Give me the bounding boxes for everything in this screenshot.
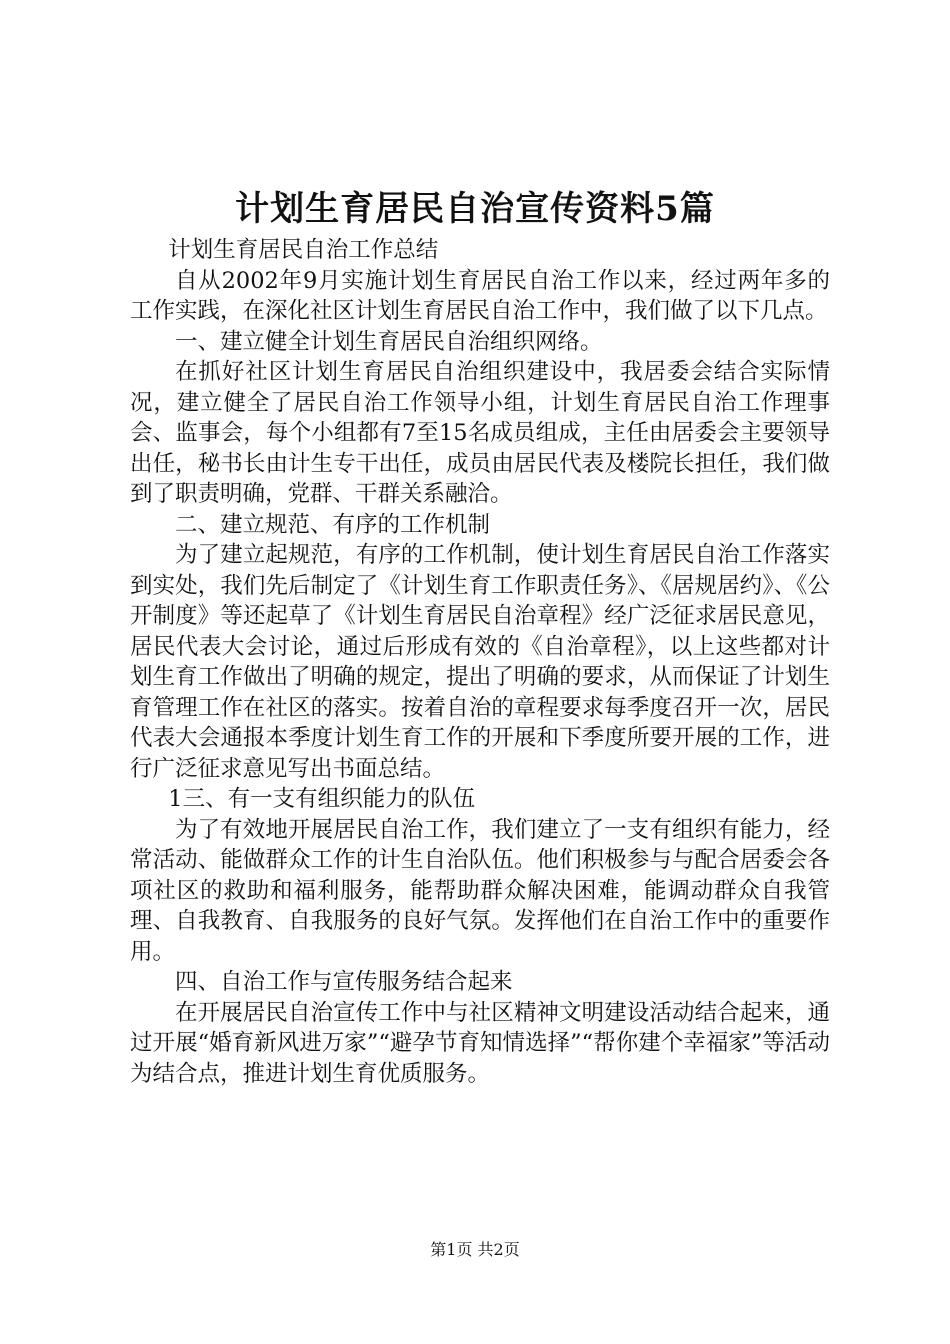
page-footer: 第1页 共2页 <box>430 1240 520 1259</box>
subtitle: 计划生育居民自治工作总结 <box>168 237 439 263</box>
paragraph-section-4: 在开展居民自治宣传工作中与社区精神文明建设活动结合起来，通过开展“婚育新风进万家”“避孕节育知情选择”“帮你建个幸福家”等活动为结合点，推进计划生育优质服务。 <box>130 999 830 1087</box>
document-body <box>130 235 830 1089</box>
paragraph-section-1: 在抓好社区计划生育居民自治组织建设中，我居委会结合实际情况，建立健全了居民自治工作领导小组，计划生育居民自治工作理事会、监事会，每个小组都有7至15名成员组成，主任由居委会主要领导出任，秘书长由计生专干出任，成员由居民代表及楼院长担任，我们做到了职责明确，党群、干群关系融洽。 <box>130 359 830 507</box>
section-heading-3: 1三、有一支有组织能力的队伍 <box>168 786 476 812</box>
document-title: 计划生育居民自治宣传资料5篇 <box>235 189 715 229</box>
section-heading-2: 二、建立规范、有序的工作机制 <box>175 511 491 538</box>
paragraph-intro: 自从2002年9月实施计划生育居民自治工作以来，经过两年多的工作实践，在深化社区计划生育居民自治工作中，我们做了以下几点。 <box>130 267 830 324</box>
paragraph-section-3: 为了有效地开展居民自治工作，我们建立了一支有组织有能力，经常活动、能做群众工作的计生自治队伍。他们积极参与与配合居委会各项社区的救助和福利服务，能帮助群众解决困难，能调动群众自我管理、自我教育、自我服务的良好气氛。发挥他们在自治工作中的重要作用。 <box>130 816 830 965</box>
paragraph-section-2: 为了建立起规范，有序的工作机制，使计划生育居民自治工作落实到实处，我们先后制定了《计划生育工作职责任务》、《居规居约》、《公开制度》等还起草了《计划生育居民自治章程》经广泛征求居民意见，居民代表大会讨论，通过后形成有效的《自治章程》，以上这些都对计划生育工作做出了明确的规定，提出了明确的要求，从而保证了计划生育管理工作在社区的落实。按着自治的章程要求每季度召开一次，居民代表大会通报本季度计划生育工作的开展和下季度所要开展的工作，进行广泛征求意见写出书面总结。 <box>130 542 830 782</box>
section-heading-1: 一、建立健全计划生育居民自治组织网络。 <box>175 328 603 355</box>
section-heading-4: 四、自治工作与宣传服务结合起来 <box>175 969 513 995</box>
